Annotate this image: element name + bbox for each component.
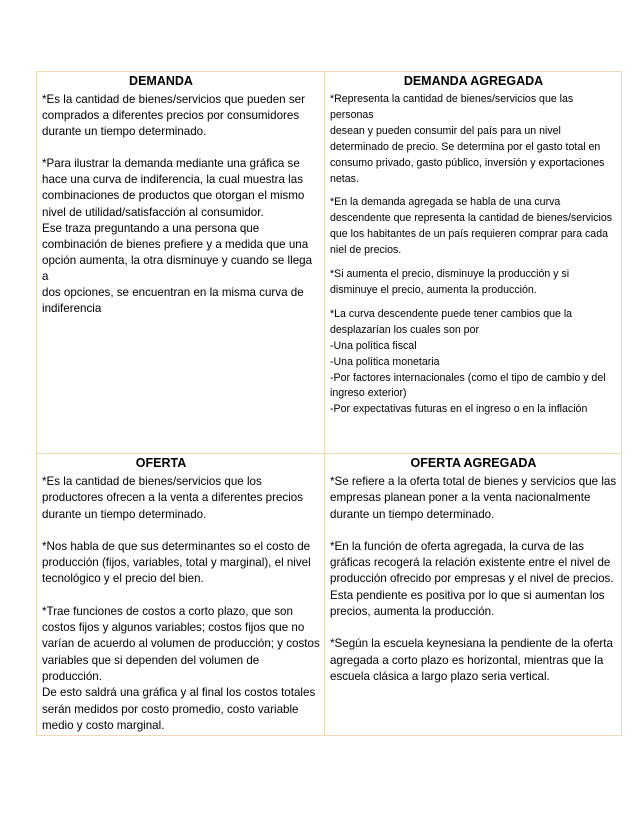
oferta-title: OFERTA [135,456,187,470]
demanda-agregada-price-text: *Si aumenta el precio, disminuye la producción y si disminuye el precio, aumenta la producción. [330,268,570,296]
demanda-agregada-shifts-text: *La curva descendente puede tener cambios que la desplazarían los cuales son por -Una política fiscal -Una política monetaria -Por factores internacionales (como el tipo de cambio y del ingreso exterior) -Por expectativas futuras en el ingreso o en la inflación [330,307,606,416]
table-row [37,72,622,454]
demanda-agregada-cell [325,72,622,454]
oferta-determinants-text: *Nos habla de que sus determinantes so el costo de producción (fijos, variables, total y marginal), el nivel tecnológico y el precio del bien. [42,539,311,586]
table-row [37,454,622,736]
comparison-table [36,71,622,736]
oferta-costs-text: *Trae funciones de costos a corto plazo, que son costos fijos y algunos variables; costos fijos que no varían de acuerdo al volumen de producción; y costos variables que si dependen del volumen de producción. De esto saldrá una gráfica y al final los costos totales serán medidos por costo promedio, costo variable medio y costo marginal. [42,604,320,732]
oferta-agregada-title: OFERTA AGREGADA [410,456,537,470]
oferta-agregada-keynes-text: *Según la escuela keynesiana la pendiente de la oferta agregada a corto plazo es horizontal, mientras que la escuela clásica a largo plazo seria vertical. [330,637,613,683]
demanda-cell [37,72,325,454]
demanda-agregada-curve-text: *En la demanda agregada se habla de una curva descendente que representa la cantidad de bienes/servicios que los habitantes de un país requieren comprar para cada niel de precios. [330,196,613,257]
demanda-definition: *Es la cantidad de bienes/servicios que pueden ser comprados a diferentes precios por consumidores durante un tiempo determinado. [42,93,305,139]
oferta-agregada-definition: *Se refiere a la oferta total de bienes y servicios que las empresas planean poner a la venta nacionalmente durante un tiempo determinado. [330,475,617,521]
demanda-agregada-title: DEMANDA AGREGADA [403,74,544,88]
demanda-curve-text: *Para ilustrar la demanda mediante una gráfica se hace una curva de indiferencia, la cual muestra las combinaciones de productos que otorgan el mismo nivel de utilidad/satisfacción al consumidor. Ese traza preguntando a una persona que combinación de bienes prefiere y a medida que una opción aumenta, la otra disminuye y cuando se llega a dos opciones, se encuentran en la misma curva de indiferencia [42,157,313,316]
oferta-agregada-cell [325,454,622,736]
oferta-definition: *Es la cantidad de bienes/servicios que los productores ofrecen a la venta a diferentes precios durante un tiempo determinado. [42,475,304,521]
oferta-cell [37,454,325,736]
oferta-agregada-function-text: *En la función de oferta agregada, la curva de las gráficas recogerá la relación existente entre el nivel de producción ofrecido por empresas y el nivel de precios. Esta pendiente es positiva por lo que si aumentan los precios, aumenta la producción. [330,539,614,619]
demanda-title: DEMANDA [129,74,193,88]
demanda-agregada-definition: *Representa la cantidad de bienes/servicios que las personas desean y pueden consumir del país para un nivel determinado de precio. Se determina por el gasto total en consumo privado, gasto público, inversión y exportaciones netas. [330,93,605,185]
